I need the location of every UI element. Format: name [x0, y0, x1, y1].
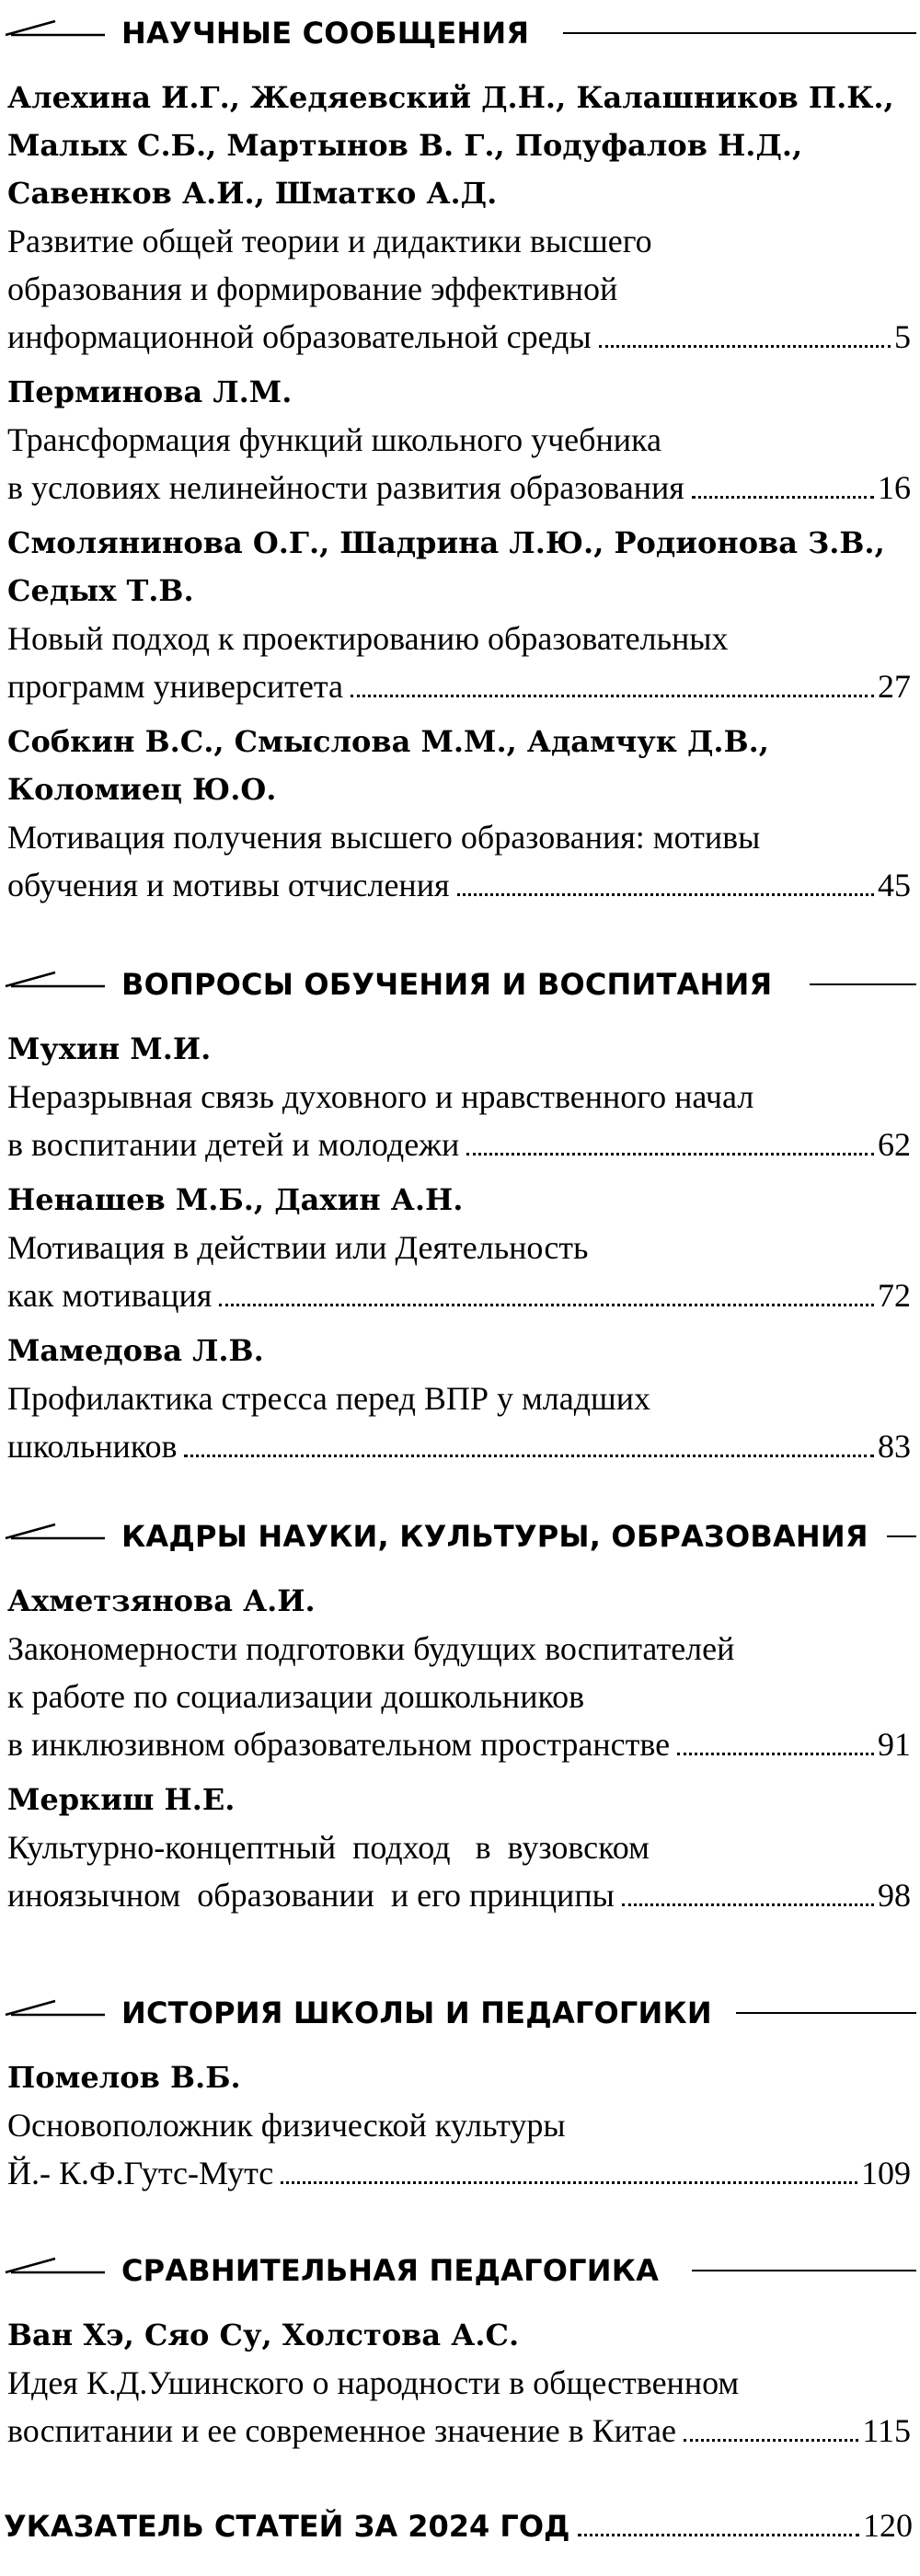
entry-title-text: школьников — [7, 1428, 178, 1465]
toc-entry[interactable] — [0, 1776, 920, 1919]
entry-title-text: информационной образовательной среды — [7, 318, 592, 355]
toc-entry[interactable] — [0, 1577, 920, 1768]
section-comparative-pedagogy — [0, 2250, 920, 2462]
section-entries — [0, 74, 920, 909]
section-title: ВОПРОСЫ ОБУЧЕНИЯ И ВОСПИТАНИЯ — [121, 967, 773, 1002]
entry-title-line: Мотивация в действии или Деятельность — [7, 1229, 589, 1266]
section-entries — [0, 2311, 920, 2455]
section-history-of-school-and-pedagogy — [0, 1993, 920, 2204]
entry-authors: Собкин В.С., Смыслова М.М., Адамчук Д.В., Коломиец Ю.О. — [7, 724, 769, 807]
entry-page-number: 83 — [878, 1428, 911, 1465]
swoosh-ornament-icon — [2, 13, 105, 53]
index-page-number: 120 — [863, 2507, 913, 2544]
entry-title-last-line — [7, 1871, 911, 1919]
section-rule — [810, 983, 916, 985]
entry-title-text: в инклюзивном образовательном пространстве — [7, 1726, 671, 1763]
entry-title-line: Идея К.Д.Ушинского о народности в общественном — [7, 2364, 740, 2401]
entry-page-number: 5 — [894, 318, 911, 355]
section-rule — [692, 2270, 916, 2271]
entry-title-last-line — [7, 2149, 911, 2197]
section-entries — [0, 2053, 920, 2197]
entry-title-line: Закономерности подготовки будущих воспитателей — [7, 1630, 735, 1667]
dot-leader — [677, 1753, 874, 1755]
section-entries — [0, 1025, 920, 1470]
entry-page-number: 115 — [862, 2412, 911, 2449]
entry-title-text: иноязычном образовании и его принципы — [7, 1877, 615, 1914]
toc-entry[interactable] — [0, 2311, 920, 2455]
section-teaching-and-upbringing — [0, 964, 920, 1478]
entry-page-number: 91 — [878, 1726, 911, 1763]
entry-authors: Ахметзянова А.И. — [7, 1583, 316, 1618]
entry-page-number: 72 — [878, 1277, 911, 1314]
entry-title-last-line — [7, 2407, 911, 2455]
dot-leader — [281, 2181, 857, 2184]
toc-entry[interactable] — [0, 1025, 920, 1168]
swoosh-ornament-icon — [2, 1993, 105, 2033]
entry-authors: Ван Хэ, Сяо Су, Холстова А.С. — [7, 2317, 520, 2352]
entry-authors: Перминова Л.М. — [7, 374, 293, 409]
dot-leader — [351, 695, 874, 697]
section-title: КАДРЫ НАУКИ, КУЛЬТУРЫ, ОБРАЗОВАНИЯ — [121, 1519, 868, 1554]
section-header — [0, 13, 920, 53]
entry-page-number: 98 — [878, 1877, 911, 1914]
section-entries — [0, 1577, 920, 1919]
section-header — [0, 2250, 920, 2291]
section-science-culture-education-staff — [0, 1516, 920, 1926]
entry-title-last-line — [7, 861, 911, 909]
section-header — [0, 964, 920, 1005]
swoosh-ornament-icon — [2, 964, 105, 1005]
entry-page-number: 16 — [878, 469, 911, 506]
entry-authors: Помелов В.Б. — [7, 2060, 241, 2095]
section-rule — [563, 32, 916, 34]
entry-title-line: Новый подход к проектированию образовательных — [7, 620, 729, 657]
dot-leader — [219, 1304, 874, 1306]
entry-authors: Мамедова Л.В. — [7, 1333, 264, 1368]
entry-title-last-line — [7, 1720, 911, 1768]
entry-title-last-line — [7, 464, 911, 512]
entry-authors: Алехина И.Г., Жедяевский Д.Н., Калашников П.К., Малых С.Б., Мартынов В. Г., Подуфалов Н.Д., Савенков А.И., Шматко А.Д. — [7, 80, 894, 211]
entry-title-text: в воспитании детей и молодежи — [7, 1126, 460, 1163]
dot-leader — [578, 2534, 859, 2536]
entry-title-text: Й.- К.Ф.Гутс-Мутс — [7, 2155, 274, 2191]
section-rule — [887, 1535, 916, 1537]
toc-entry[interactable] — [0, 2053, 920, 2197]
section-title: ИСТОРИЯ ШКОЛЫ И ПЕДАГОГИКИ — [121, 1995, 712, 2030]
entry-title-line: Профилактика стресса перед ВПР у младших — [7, 1380, 650, 1417]
index-title: УКАЗАТЕЛЬ СТАТЕЙ ЗА 2024 ГОД — [4, 2509, 570, 2544]
entry-authors: Ненашев М.Б., Дахин А.Н. — [7, 1182, 464, 1217]
toc-entry[interactable] — [0, 1327, 920, 1470]
section-rule — [736, 2012, 916, 2014]
swoosh-ornament-icon — [2, 2250, 105, 2291]
dot-leader — [692, 496, 874, 499]
entry-title-last-line — [7, 1271, 911, 1319]
entry-title-line: Основоположник физической культуры — [7, 2107, 566, 2144]
entry-title-text: воспитании и ее современное значение в Китае — [7, 2412, 677, 2449]
entry-title-line: Неразрывная связь духовного и нравственного начал — [7, 1078, 754, 1115]
entry-title-line: к работе по социализации дошкольников — [7, 1678, 585, 1715]
article-index-entry[interactable] — [0, 2506, 920, 2545]
entry-authors: Меркиш Н.Е. — [7, 1782, 236, 1817]
entry-title-text: как мотивация — [7, 1277, 213, 1314]
section-header — [0, 1993, 920, 2033]
dot-leader — [599, 345, 891, 348]
section-header — [0, 1516, 920, 1557]
entry-title-line: Развитие общей теории и дидактики высшего — [7, 223, 652, 259]
section-scientific-reports — [0, 13, 920, 916]
dot-leader — [466, 1153, 874, 1156]
toc-entry[interactable] — [0, 74, 920, 361]
swoosh-ornament-icon — [2, 1516, 105, 1557]
entry-title-last-line — [7, 313, 911, 361]
entry-title-text: программ университета — [7, 668, 343, 705]
toc-entry[interactable] — [0, 368, 920, 512]
entry-title-line: Мотивация получения высшего образования: мотивы — [7, 819, 761, 856]
entry-title-text: обучения и мотивы отчисления — [7, 867, 450, 903]
entry-page-number: 109 — [861, 2155, 911, 2191]
entry-authors: Мухин М.И. — [7, 1031, 212, 1066]
entry-title-text: в условиях нелинейности развития образования — [7, 469, 684, 506]
entry-title-line: Культурно-концептный подход в вузовском — [7, 1829, 650, 1866]
dot-leader — [457, 893, 874, 896]
toc-entry[interactable] — [0, 519, 920, 710]
entry-page-number: 27 — [878, 668, 911, 705]
entry-title-line: Трансформация функций школьного учебника — [7, 421, 661, 458]
entry-title-line: образования и формирование эффективной — [7, 270, 618, 307]
entry-title-last-line — [7, 1121, 911, 1168]
dot-leader — [684, 2439, 858, 2442]
dot-leader — [622, 1903, 874, 1906]
entry-authors: Смолянинова О.Г., Шадрина Л.Ю., Родионова З.В., Седых Т.В. — [7, 525, 885, 608]
entry-page-number: 62 — [878, 1126, 911, 1163]
toc-entry[interactable] — [0, 718, 920, 909]
entry-title-last-line — [7, 662, 911, 710]
entry-title-last-line — [7, 1422, 911, 1470]
entry-page-number: 45 — [878, 867, 911, 903]
toc-entry[interactable] — [0, 1176, 920, 1319]
section-title: СРАВНИТЕЛЬНАЯ ПЕДАГОГИКА — [121, 2253, 660, 2288]
dot-leader — [184, 1455, 874, 1457]
section-title: НАУЧНЫЕ СООБЩЕНИЯ — [121, 16, 530, 51]
